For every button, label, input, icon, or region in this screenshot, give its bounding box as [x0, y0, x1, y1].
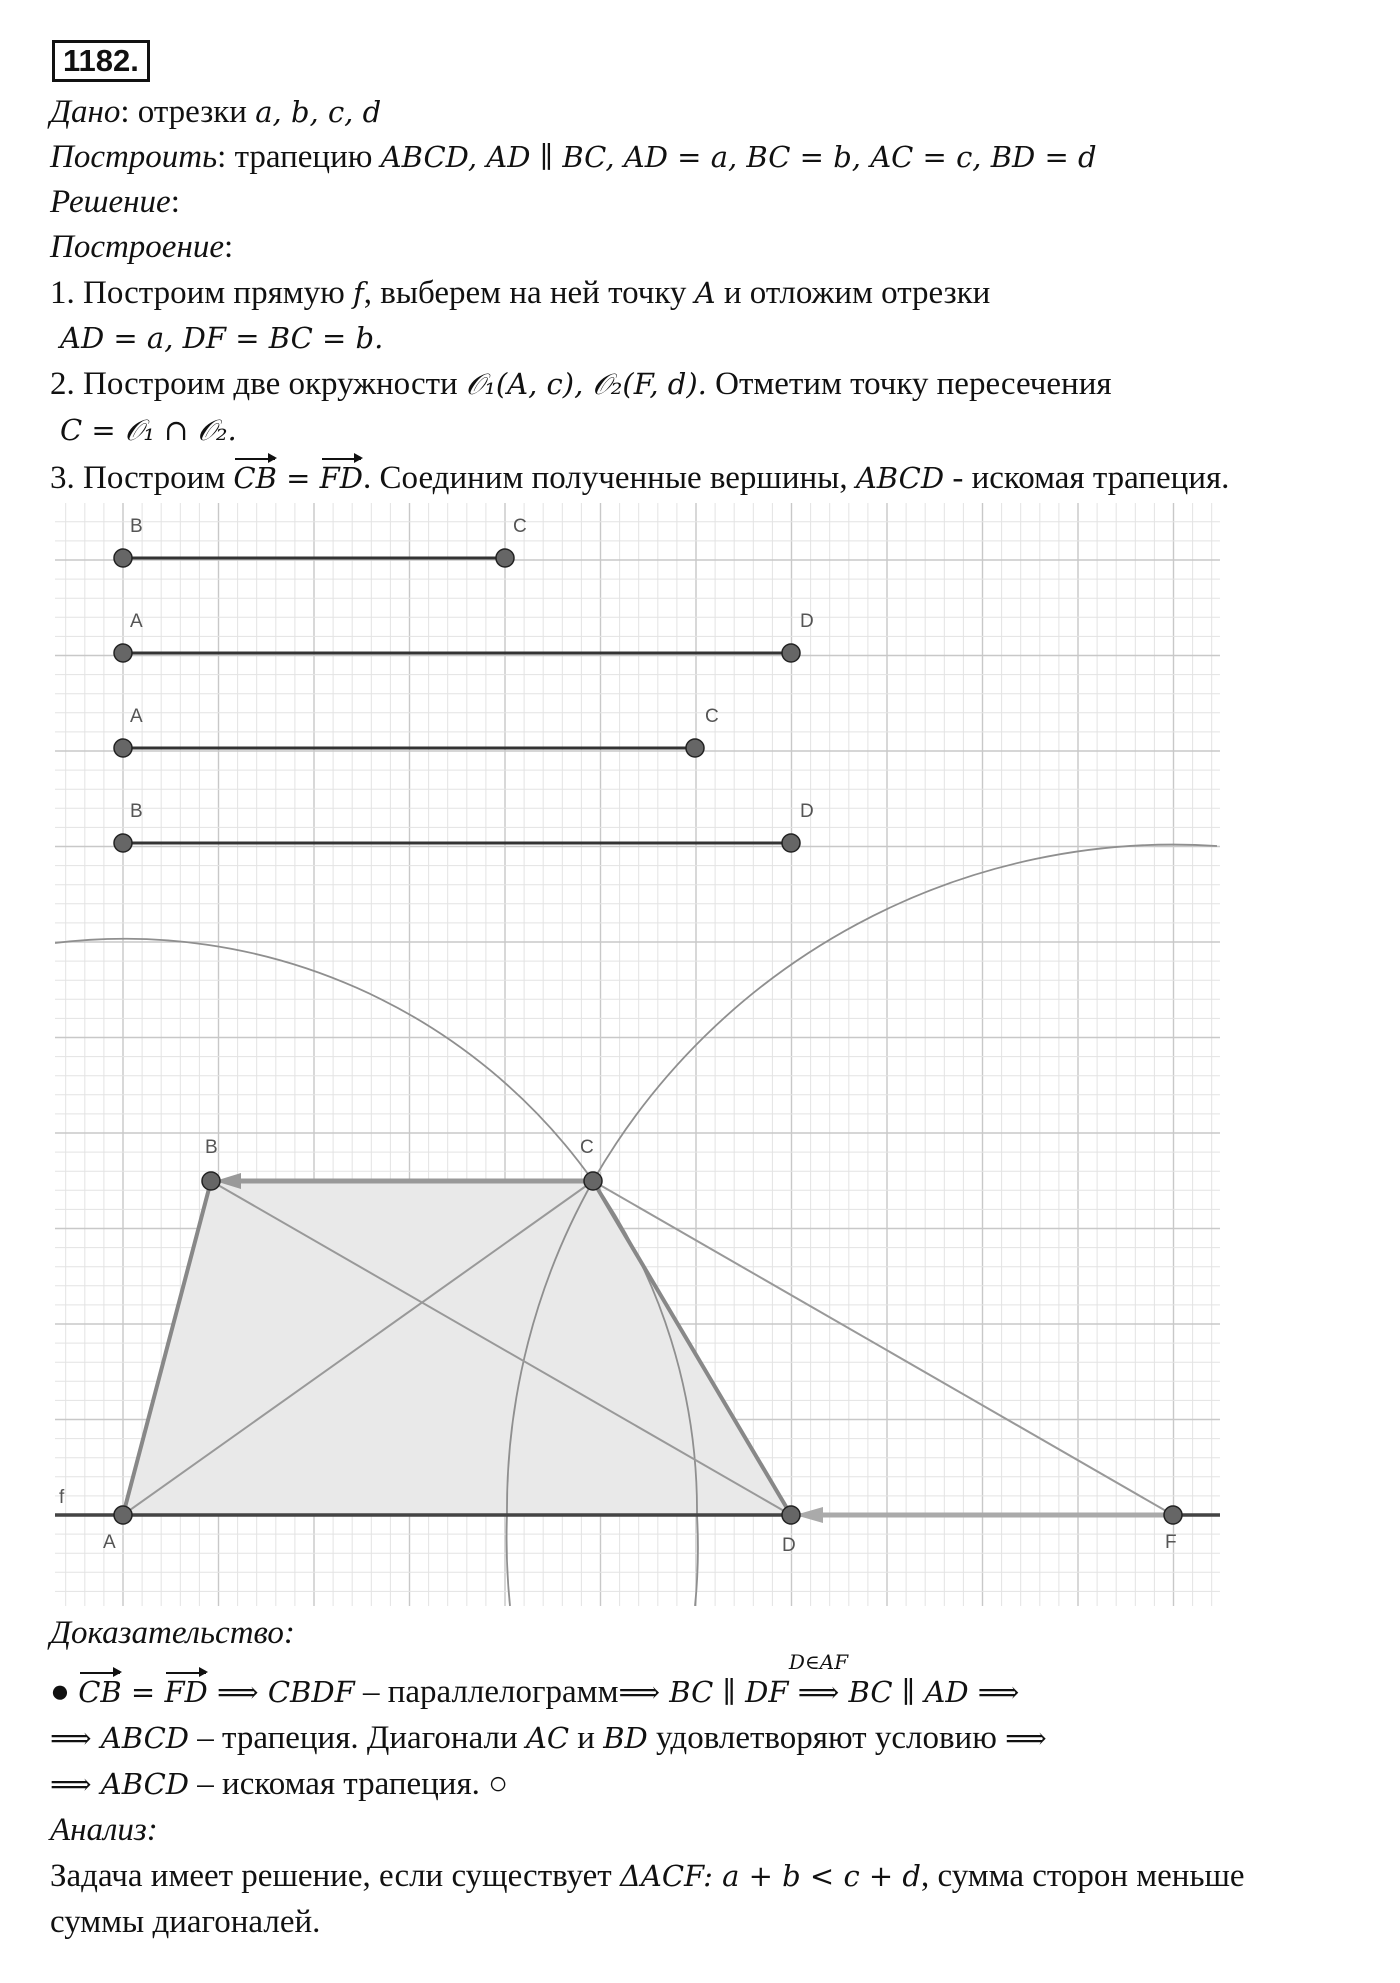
proof-eq: = — [121, 1675, 165, 1709]
solution-label: Решение — [50, 184, 171, 220]
proof-line2-math: ⟹ ABCD — [50, 1721, 190, 1755]
label-seg2-end: D — [800, 611, 814, 632]
step-2-math-line — [60, 410, 237, 450]
analysis-line-1 — [50, 1856, 1245, 1896]
proof-line-2 — [50, 1718, 1047, 1758]
given-line — [50, 92, 381, 132]
label-seg2-start: A — [130, 611, 143, 632]
label-seg3-end: C — [705, 706, 719, 727]
circle-o2-tail — [507, 1515, 510, 1606]
step-3-vector-cb: CB — [233, 458, 277, 498]
given-math: a, b, c, d — [255, 95, 382, 129]
proof-line-3 — [50, 1764, 508, 1804]
label-seg1-end: C — [513, 516, 527, 537]
point-a — [114, 1506, 132, 1524]
point-d — [782, 1506, 800, 1524]
point-c — [584, 1172, 602, 1190]
step-1-A: A — [694, 276, 716, 310]
label-a: A — [103, 1532, 116, 1553]
point-seg4-start — [114, 834, 132, 852]
proof-math-2: ⟹ BC ∥ DF — [618, 1675, 798, 1709]
step-3-eq: = — [276, 461, 320, 495]
step-1-text-c: и отложим отрезки — [715, 275, 991, 311]
label-d: D — [782, 1535, 796, 1556]
proof-math-3: BC ∥ AD ⟹ — [839, 1675, 1020, 1709]
analysis-text-1: Задача имеет решение, если существует — [50, 1858, 620, 1894]
proof-math-1: ⟹ CBDF — [207, 1675, 355, 1709]
step-3-text-a: 3. Построим — [50, 460, 234, 496]
point-seg3-start — [114, 739, 132, 757]
point-seg3-end — [686, 739, 704, 757]
step-2 — [50, 364, 1112, 404]
step-3-vector-fd: FD — [320, 458, 363, 498]
step-2-text-a: 2. Построим две окружности — [50, 366, 466, 402]
step-1-f: f — [353, 276, 364, 310]
analysis-line-2 — [50, 1902, 320, 1942]
construct-math: ABCD, AD ∥ BC, AD = a, BC = b, AC = c, BD = d — [380, 140, 1097, 174]
construct-label: Построить — [50, 139, 218, 175]
construct-line — [50, 137, 1097, 177]
proof-line2-text-2: и — [569, 1720, 604, 1756]
point-seg1-end — [496, 549, 514, 567]
label-seg1-start: B — [130, 516, 143, 537]
analysis-math: ΔACF: a + b < c + d — [619, 1859, 921, 1893]
problem-number: 1182. — [52, 40, 150, 82]
circle-o1-upper-arc — [55, 939, 593, 1181]
proof-arrow-condition: D∈AF — [788, 1650, 849, 1674]
step-1-text-b: , выберем на ней точку — [363, 275, 695, 311]
label-line-f: f — [59, 1487, 65, 1508]
label-f-point: F — [1165, 1532, 1177, 1553]
label-seg3-start: A — [130, 706, 143, 727]
given-label: Дано — [50, 94, 121, 130]
step-1 — [50, 273, 990, 313]
label-b: B — [205, 1137, 218, 1158]
proof-text-1: – параллелограмм — [354, 1674, 619, 1710]
analysis-text-3: суммы диагоналей. — [50, 1904, 321, 1940]
label-seg4-start: B — [130, 801, 143, 822]
proof-arrow: ⟹ — [797, 1675, 840, 1709]
construct-text: : трапецию — [217, 139, 381, 175]
step-3-text-b: . Соединим полученные вершины, — [363, 460, 856, 496]
proof-line2-text-1: – трапеция. Диагонали — [189, 1720, 526, 1756]
step-1-math-line — [60, 318, 383, 358]
proof-label: Доказательство: — [50, 1615, 295, 1651]
proof-line2-bd: BD — [603, 1721, 648, 1755]
point-seg2-end — [782, 644, 800, 662]
step-2-text-b: Отметим точку пересечения — [706, 366, 1112, 402]
step-3-abcd: ABCD — [855, 461, 945, 495]
proof-line2-text-3: удовлетворяют условию — [647, 1720, 1006, 1756]
proof-line2-ac: AC — [525, 1721, 570, 1755]
proof-vector-cb: CB — [78, 1672, 122, 1712]
step-3-text-c: - искомая трапеция. — [944, 460, 1230, 496]
construction-line: Построение: — [50, 229, 234, 265]
solution-line: Решение: — [50, 184, 180, 220]
proof-bullet: ● — [50, 1674, 79, 1710]
point-f — [1164, 1506, 1182, 1524]
label-c: C — [580, 1137, 594, 1158]
proof-vector-fd: FD — [164, 1672, 207, 1712]
circle-o2-upper-arc — [593, 845, 1217, 1181]
step-1-text-a: 1. Построим прямую — [50, 275, 354, 311]
step-2-math: 𝒪₁(A, c), 𝒪₂(F, d). — [465, 367, 707, 401]
label-seg4-end: D — [800, 801, 814, 822]
point-seg1-start — [114, 549, 132, 567]
proof-line3-text: – искомая трапеция. ○ — [189, 1766, 509, 1802]
analysis-text-2: , сумма сторон меньше — [921, 1858, 1245, 1894]
point-seg2-start — [114, 644, 132, 662]
construction-label: Построение — [50, 229, 224, 265]
step-1-math: AD = a, DF = BC = b. — [60, 321, 384, 355]
proof-line2-arrow: ⟹ — [1005, 1721, 1047, 1755]
proof-line-1 — [50, 1650, 1020, 1712]
given-text: : отрезки — [120, 94, 256, 130]
construction-figure — [55, 503, 1220, 1606]
step-2-math2: C = 𝒪₁ ∩ 𝒪₂. — [60, 413, 237, 447]
proof-line3-math: ⟹ ABCD — [50, 1767, 190, 1801]
point-b — [202, 1172, 220, 1190]
point-seg4-end — [782, 834, 800, 852]
analysis-label: Анализ: — [50, 1812, 158, 1848]
step-3 — [50, 458, 1229, 498]
